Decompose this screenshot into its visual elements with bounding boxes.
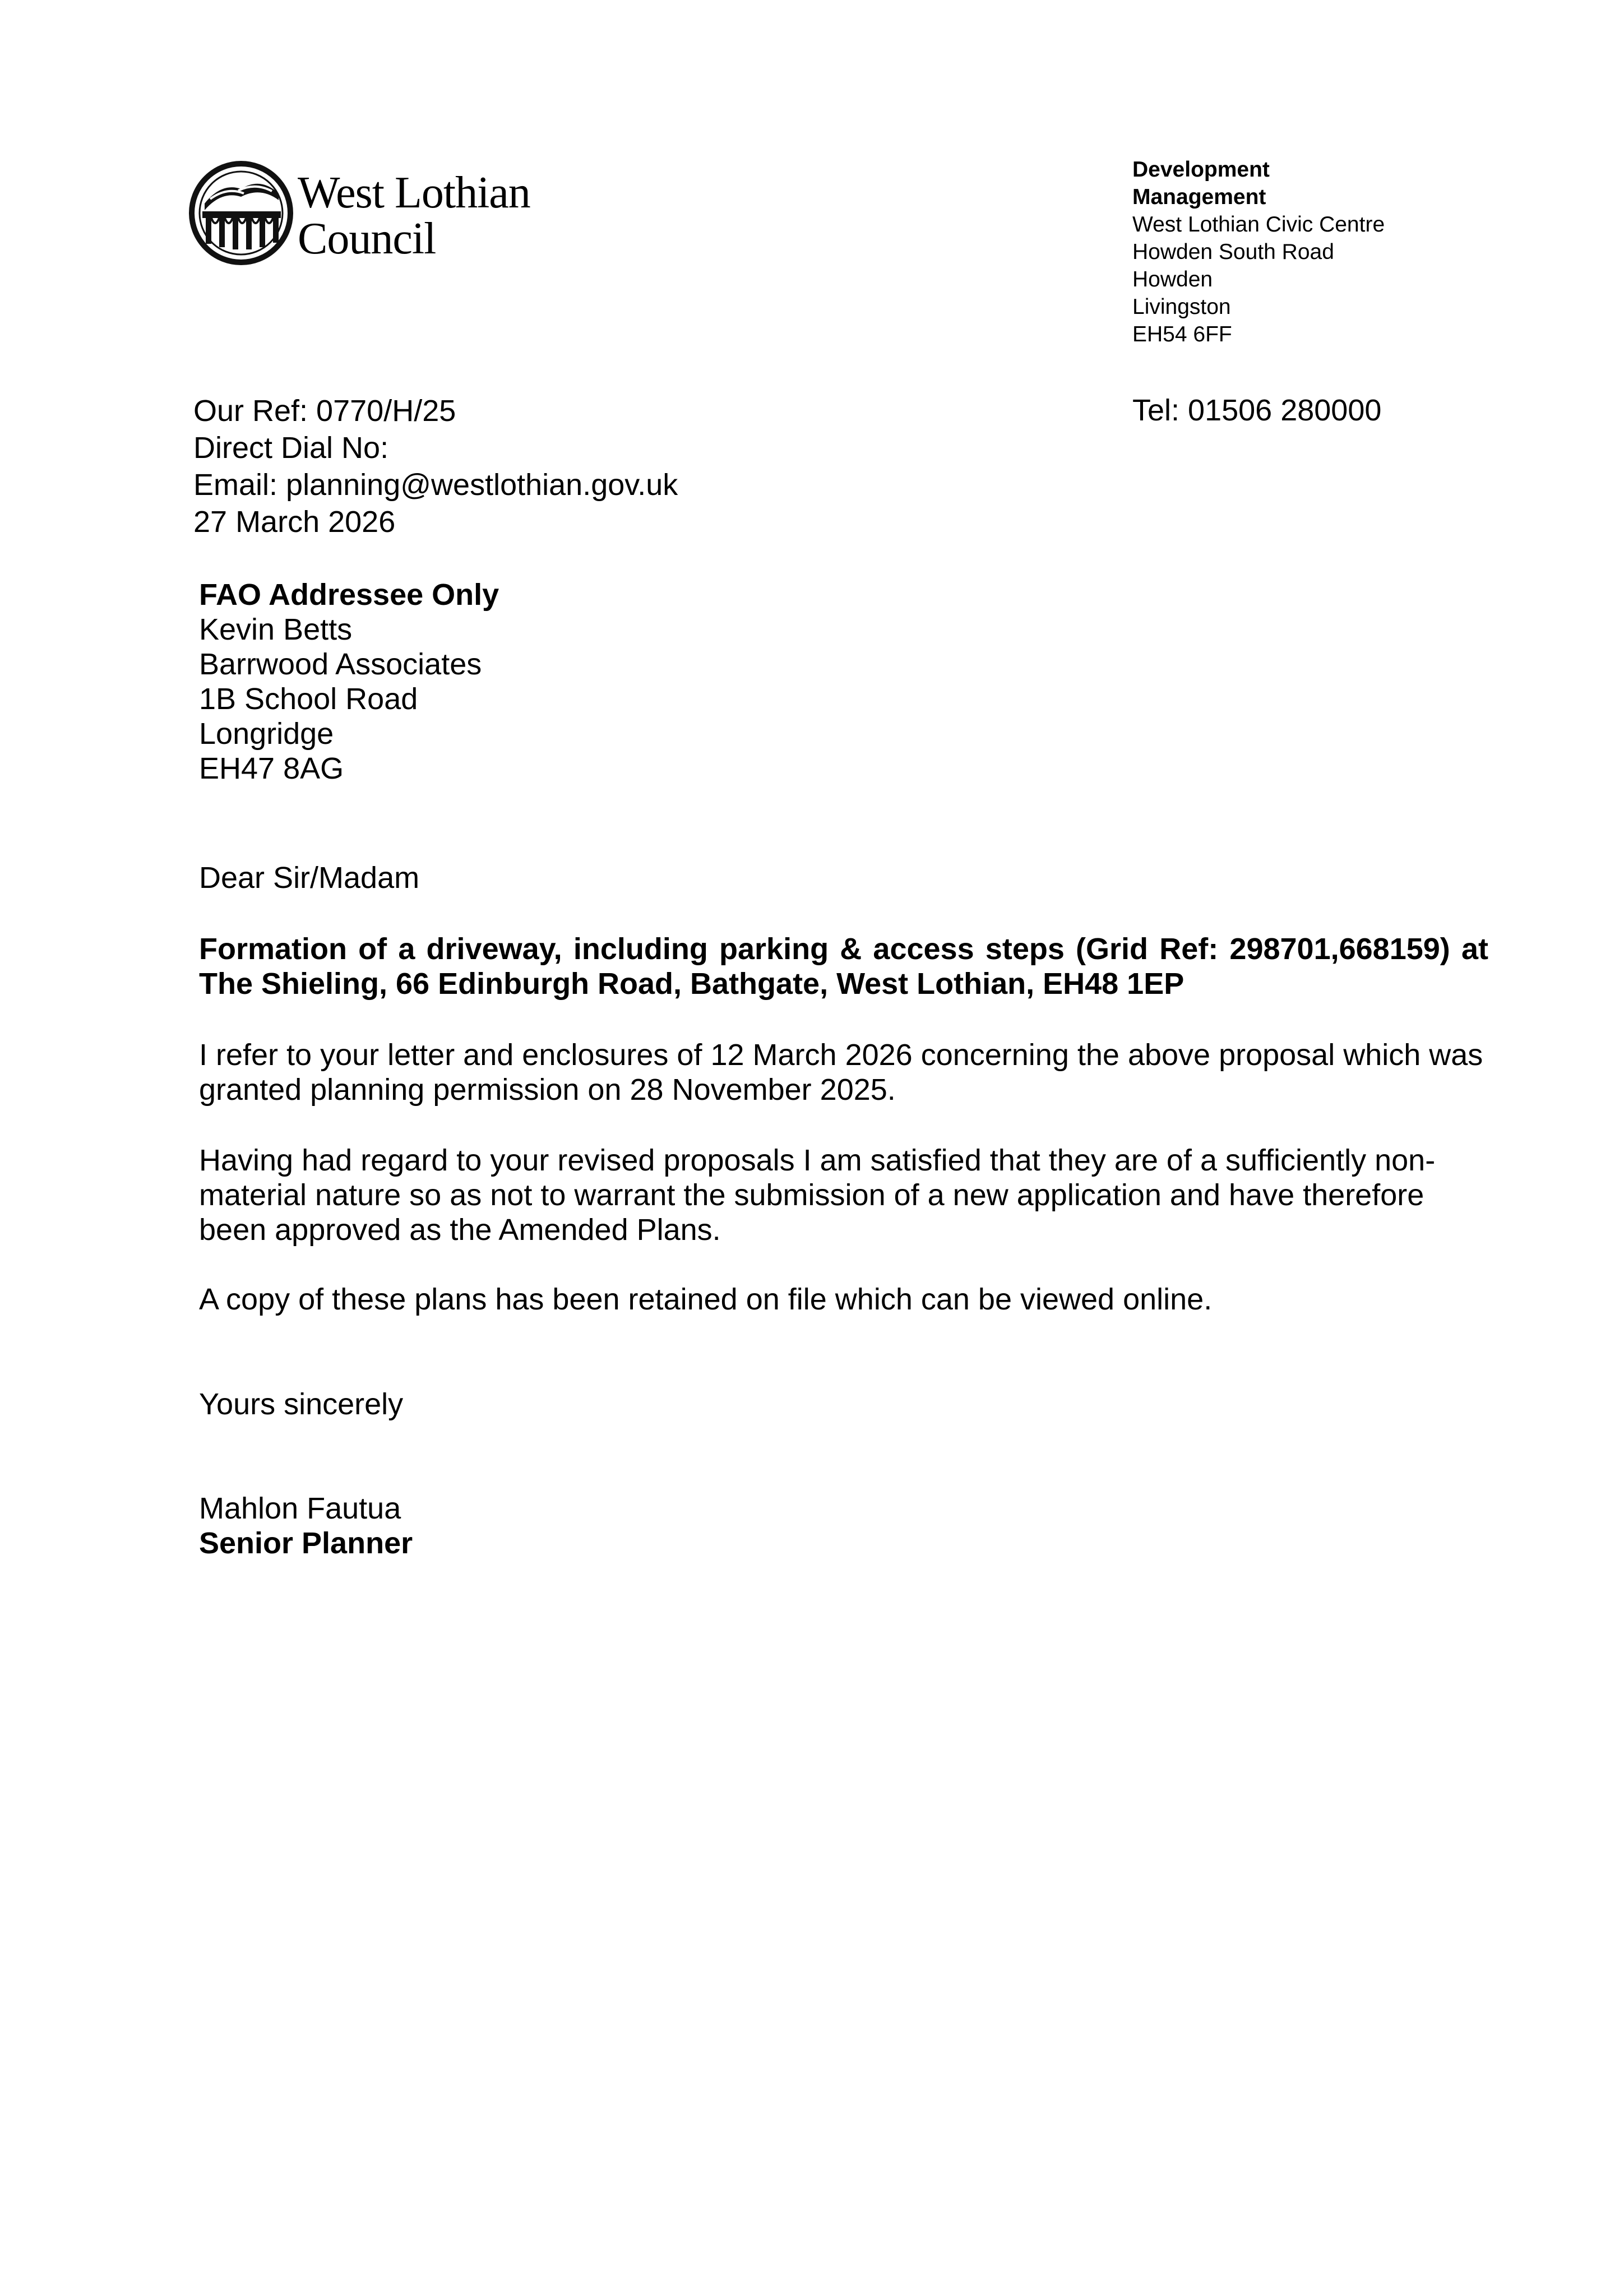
recipient-address — [199, 577, 499, 786]
paragraph-2-line-2: material nature so as not to warrant the submission of a new application and have therefore — [199, 1178, 1424, 1212]
address-line: Howden — [1132, 267, 1213, 291]
salutation: Dear Sir/Madam — [199, 861, 420, 895]
our-reference: Our Ref: 0770/H/25 — [193, 394, 456, 428]
email-address: Email: planning@westlothian.gov.uk — [193, 468, 678, 502]
signatory-name: Mahlon Fautua — [199, 1492, 401, 1525]
council-logo — [188, 160, 580, 266]
department-name-line-1: Development — [1132, 158, 1270, 182]
signatory-title: Senior Planner — [199, 1526, 413, 1560]
department-name-line-2: Management — [1132, 185, 1266, 209]
recipient-line: Kevin Betts — [199, 613, 353, 646]
fao-line: FAO Addressee Only — [199, 578, 499, 612]
recipient-line: 1B School Road — [199, 682, 418, 716]
direct-dial: Direct Dial No: — [193, 431, 389, 465]
reference-block — [193, 392, 678, 540]
recipient-line: EH47 8AG — [199, 752, 344, 785]
paragraph-2-line-1: Having had regard to your revised proposals I am satisfied that they are of a sufficiently non- — [199, 1144, 1436, 1177]
closing: Yours sincerely — [199, 1387, 404, 1421]
address-line: Livingston — [1132, 295, 1231, 319]
paragraph-1-line-1: I refer to your letter and enclosures of 12 March 2026 concerning the above proposal which was — [199, 1038, 1483, 1072]
paragraph-2-line-3: been approved as the Amended Plans. — [199, 1213, 721, 1247]
subject-line-1: Formation of a driveway, including parking & access steps (Grid Ref: 298701,668159) at — [199, 932, 1488, 966]
logo-wordmark — [298, 170, 530, 262]
paragraph-3: A copy of these plans has been retained on file which can be viewed online. — [199, 1283, 1213, 1316]
paragraph-1-line-2: granted planning permission on 28 November 2025. — [199, 1073, 896, 1107]
recipient-line: Barrwood Associates — [199, 647, 482, 681]
logo-line-1: West Lothian — [298, 168, 530, 217]
address-line: Howden South Road — [1132, 240, 1334, 264]
address-line: West Lothian Civic Centre — [1132, 212, 1385, 237]
telephone-number: Tel: 01506 280000 — [1132, 394, 1382, 427]
subject-line-2: The Shieling, 66 Edinburgh Road, Bathgate, West Lothian, EH48 1EP — [199, 967, 1185, 1001]
letter-date: 27 March 2026 — [193, 505, 396, 539]
viaduct-emblem-icon — [188, 160, 294, 266]
sender-address — [1132, 156, 1385, 348]
recipient-line: Longridge — [199, 717, 334, 751]
address-line: EH54 6FF — [1132, 322, 1232, 346]
logo-line-2: Council — [298, 214, 436, 263]
